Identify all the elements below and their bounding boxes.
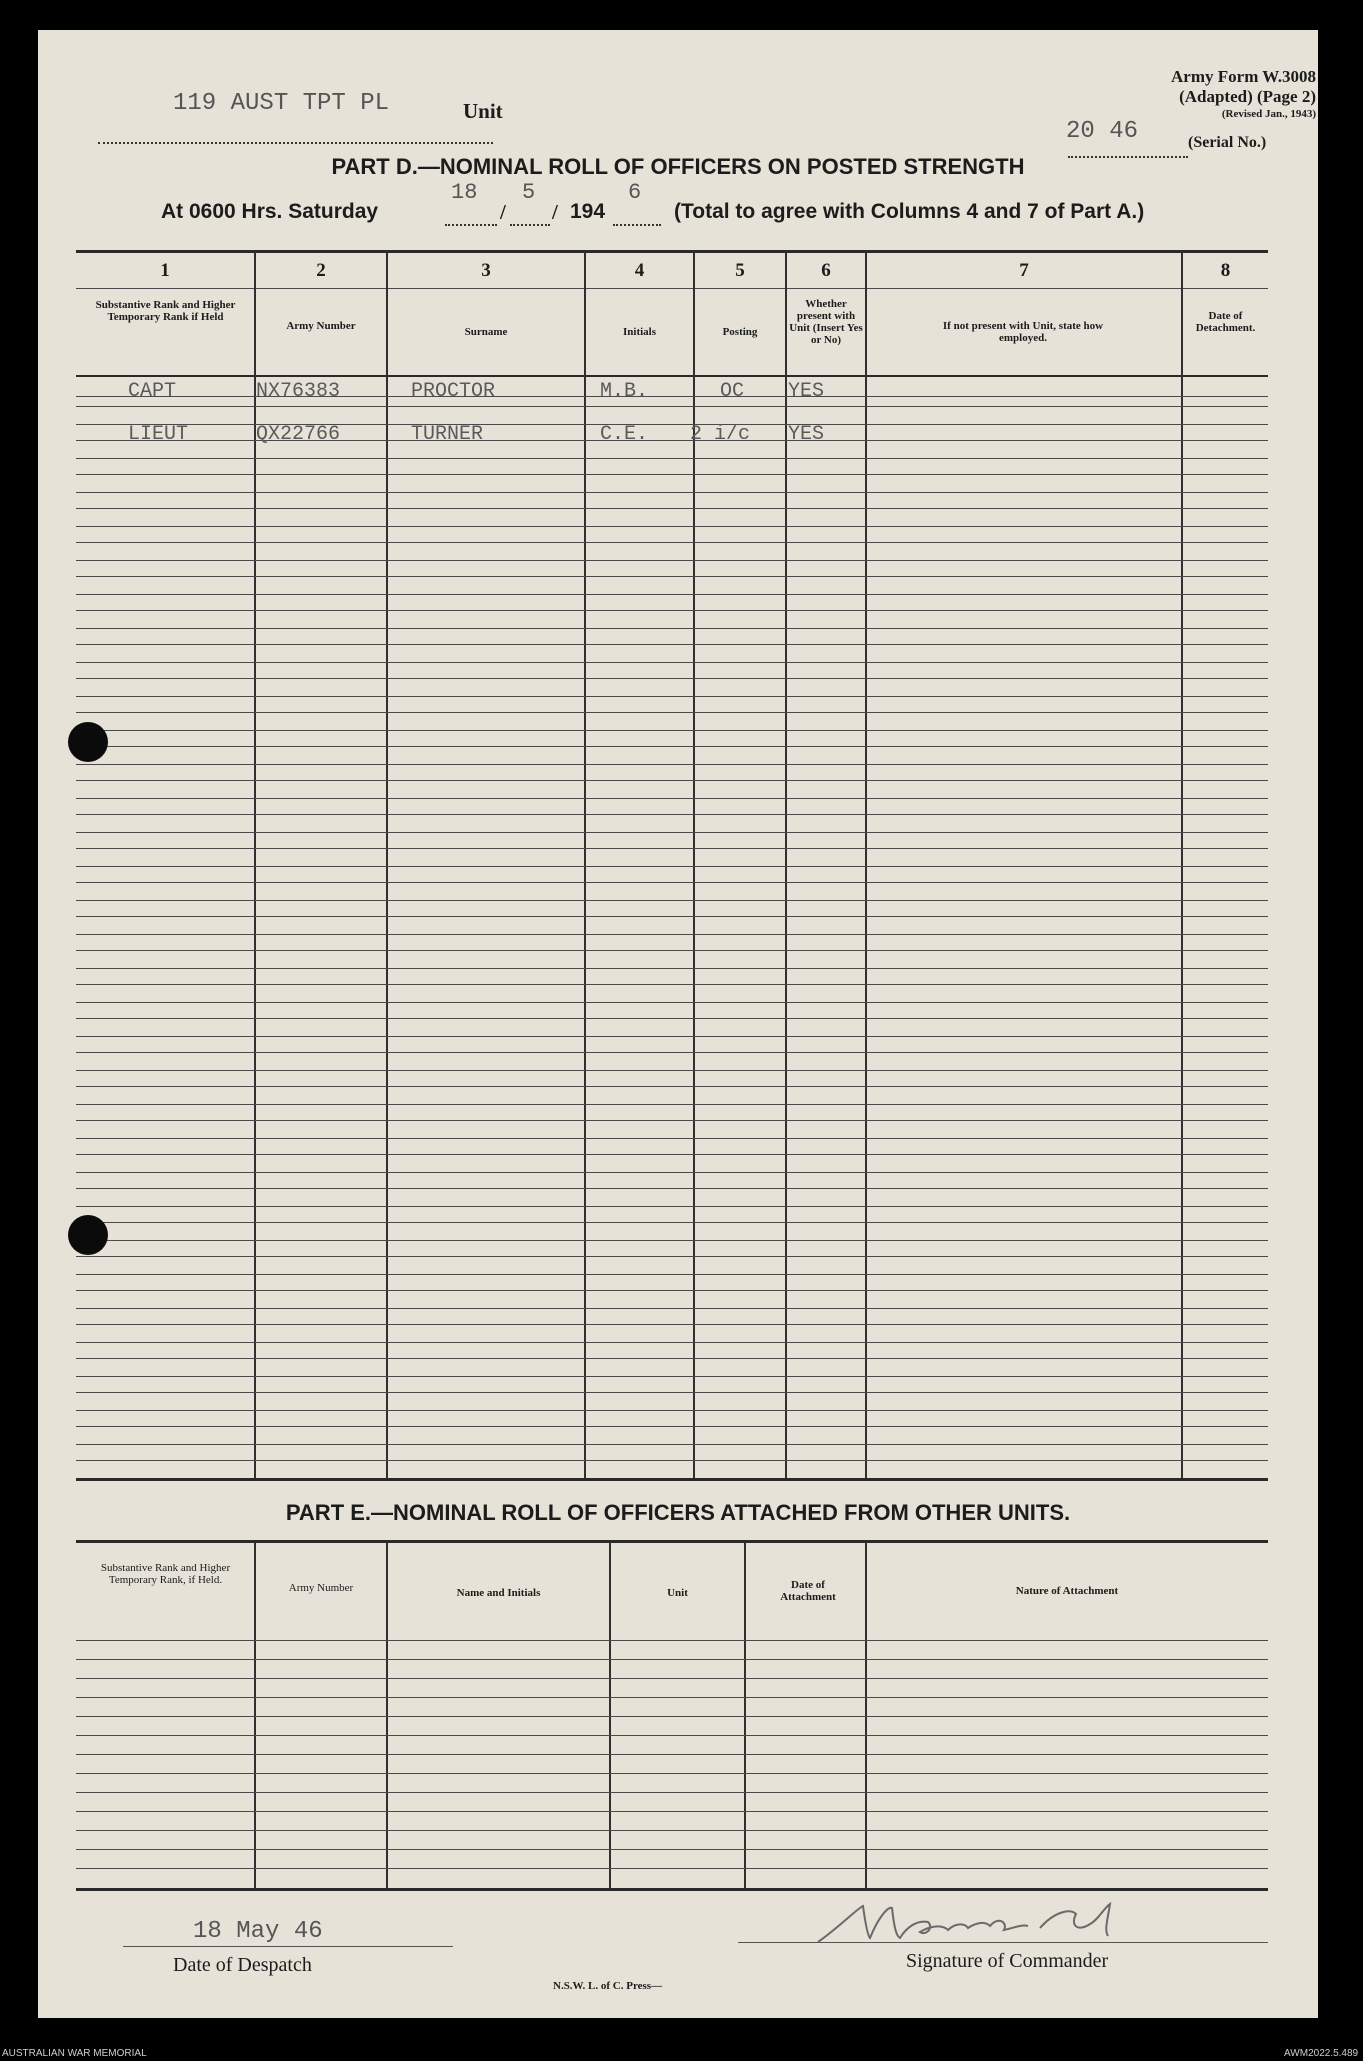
part-d-rule-line — [76, 730, 1268, 731]
part-d-rule-line — [76, 696, 1268, 697]
form-revised: (Revised Jan., 1943) — [1221, 108, 1316, 120]
col-number-1: 1 — [160, 260, 170, 281]
col-number-7: 7 — [1019, 260, 1029, 281]
part-d-rule-line — [76, 780, 1268, 781]
part-d-rule-line — [76, 662, 1268, 663]
part-d-rule-line — [76, 848, 1268, 849]
despatch-line — [123, 1946, 453, 1947]
part-d-rule-line — [76, 406, 1268, 407]
part-e-divider-4 — [744, 1542, 746, 1888]
part-d-rule-line — [76, 1392, 1268, 1393]
part-d-rule-line — [76, 424, 1268, 425]
part-e-header-army-number: Army Number — [288, 1582, 354, 1594]
part-d-rule-line — [76, 628, 1268, 629]
part-d-rule-line — [76, 916, 1268, 917]
part-d-rule-line — [76, 1410, 1268, 1411]
credit-right: AWM2022.5.489 — [1284, 2048, 1359, 2059]
part-d-rule-line — [76, 1376, 1268, 1377]
col-header-surname: Surname — [464, 326, 508, 338]
part-d-rule-line — [76, 492, 1268, 493]
part-d-rule-line — [76, 1138, 1268, 1139]
part-d-rule-line — [76, 1324, 1268, 1325]
row-1-surname: PROCTOR — [411, 380, 496, 403]
part-d-rule-line — [76, 746, 1268, 747]
part-e-rule-line — [76, 1697, 1268, 1698]
row-2-rank: LIEUT — [128, 423, 189, 446]
part-d-rule-line — [76, 1206, 1268, 1207]
col-number-2: 2 — [316, 260, 326, 281]
part-e-header-rank: Substantive Rank and Higher Temporary Rank, if Held. — [100, 1562, 231, 1586]
part-e-rule-line — [76, 1811, 1268, 1812]
part-d-rule-line — [76, 1342, 1268, 1343]
part-d-rule-line — [76, 1274, 1268, 1275]
part-d-rule-line — [76, 542, 1268, 543]
part-d-rule-line — [76, 832, 1268, 833]
row-1-army-number: NX76383 — [256, 380, 341, 403]
row-2-posting: 2 i/c — [690, 423, 751, 446]
date-day: 18 — [451, 180, 478, 205]
part-e-bottom-rule — [76, 1888, 1268, 1891]
part-d-rule-line — [76, 866, 1268, 867]
signature-label: Signature of Commander — [906, 1950, 1109, 1972]
row-1-posting: OC — [720, 380, 745, 403]
part-e-rule-line — [76, 1716, 1268, 1717]
at-time-label: At 0600 Hrs. Saturday — [161, 200, 379, 223]
part-e-header-name: Name and Initials — [456, 1587, 541, 1599]
part-d-rule-line — [76, 712, 1268, 713]
col-header-detachment: Date of Detachment. — [1195, 310, 1256, 334]
part-d-rule-line — [76, 934, 1268, 935]
part-e-rule-line — [76, 1754, 1268, 1755]
part-d-rule-line — [76, 440, 1268, 441]
part-e-rule-line — [76, 1659, 1268, 1660]
part-d-rule-line — [76, 1358, 1268, 1359]
part-d-rule-line — [76, 678, 1268, 679]
part-d-rule-line — [76, 1104, 1268, 1105]
part-e-rule-line — [76, 1830, 1268, 1831]
part-d-rule-line — [76, 594, 1268, 595]
row-2-surname: TURNER — [411, 423, 484, 446]
part-d-rule-line — [76, 1308, 1268, 1309]
part-d-rule-line — [76, 576, 1268, 577]
serial-value: 20 46 — [1066, 118, 1139, 145]
part-d-rule-line — [76, 560, 1268, 561]
part-e-header-date: Date of Attachment — [780, 1579, 836, 1603]
part-d-rule-line — [76, 798, 1268, 799]
total-note: (Total to agree with Columns 4 and 7 of Part A.) — [674, 200, 1145, 223]
part-d-rule-line — [76, 1002, 1268, 1003]
commander-signature — [808, 1898, 1148, 1950]
row-2-army-number: QX22766 — [256, 423, 341, 446]
part-d-divider-7 — [1181, 252, 1183, 1478]
date-slash-2: / — [552, 200, 558, 224]
press-line: N.S.W. L. of C. Press— — [553, 1980, 663, 1992]
part-d-divider-5 — [785, 252, 787, 1478]
part-d-rule-line — [76, 1426, 1268, 1427]
part-d-rule-line — [76, 396, 1268, 397]
col-header-present: Whether present with Unit (Insert Yes or No) — [789, 298, 863, 346]
part-d-rule-line — [76, 1018, 1268, 1019]
part-d-rule-line — [76, 984, 1268, 985]
part-d-rule-line — [76, 1290, 1268, 1291]
row-2-present: YES — [788, 423, 825, 446]
part-e-divider-1 — [254, 1542, 256, 1888]
row-1-rank: CAPT — [128, 380, 177, 403]
part-d-rule-line — [76, 1036, 1268, 1037]
part-d-divider-3 — [584, 252, 586, 1478]
part-d-rule-line — [76, 1222, 1268, 1223]
unit-label: Unit — [463, 99, 503, 123]
part-e-rule-line — [76, 1849, 1268, 1850]
date-day-line — [445, 216, 497, 226]
part-d-rule-line — [76, 814, 1268, 815]
part-e-title: PART E.—NOMINAL ROLL OF OFFICERS ATTACHED FROM OTHER UNITS. — [285, 1500, 1071, 1525]
part-d-rule-line — [76, 1120, 1268, 1121]
row-1-initials: M.B. — [600, 380, 649, 403]
col-number-5: 5 — [735, 260, 745, 281]
part-d-rule-line — [76, 950, 1268, 951]
date-month: 5 — [522, 180, 536, 205]
col-header-how-employed: If not present with Unit, state how employed. — [942, 320, 1104, 344]
part-d-bottom-rule — [76, 1478, 1268, 1481]
part-d-rule-line — [76, 458, 1268, 459]
form-id: Army Form W.3008 — [1171, 67, 1316, 86]
part-d-rule-line — [76, 1154, 1268, 1155]
col-number-6: 6 — [821, 260, 831, 281]
part-d-rule-line — [76, 1256, 1268, 1257]
part-d-rule-line — [76, 882, 1268, 883]
credit-left: AUSTRALIAN WAR MEMORIAL — [2, 2048, 147, 2059]
despatch-label: Date of Despatch — [173, 1954, 312, 1976]
col-number-4: 4 — [634, 260, 645, 281]
date-year-prefix: 194 — [570, 200, 606, 223]
part-e-rule-line — [76, 1678, 1268, 1679]
col-number-3: 3 — [481, 260, 491, 281]
form-sheet — [38, 30, 1318, 2018]
punch-hole-lower — [68, 1215, 108, 1255]
part-e-rule-line — [76, 1868, 1268, 1869]
part-d-title: PART D.—NOMINAL ROLL OF OFFICERS ON POSTED STRENGTH — [331, 154, 1025, 179]
row-1-present: YES — [788, 380, 825, 403]
part-e-rule-line — [76, 1735, 1268, 1736]
part-d-rule-line — [76, 644, 1268, 645]
part-d-rule-line — [76, 1240, 1268, 1241]
part-e-rule-line — [76, 1792, 1268, 1793]
part-d-rule-line — [76, 1444, 1268, 1445]
col-number-8: 8 — [1220, 260, 1231, 281]
col-header-initials: Initials — [622, 326, 656, 338]
part-d-divider-2 — [386, 252, 388, 1478]
col-header-rank: Substantive Rank and Higher Temporary Rank if Held — [95, 299, 236, 323]
punch-hole-upper — [68, 722, 108, 762]
part-d-rule-line — [76, 764, 1268, 765]
part-d-rule-line — [76, 526, 1268, 527]
serial-label: (Serial No.) — [1188, 134, 1267, 151]
part-d-rule-line — [76, 1460, 1268, 1461]
part-d-rule-line — [76, 968, 1268, 969]
part-d-rule-line — [76, 1086, 1268, 1087]
part-e-rule-line — [76, 1773, 1268, 1774]
date-month-line — [510, 216, 550, 226]
unit-value: 119 AUST TPT PL — [173, 90, 390, 117]
part-d-rule-line — [76, 474, 1268, 475]
col-header-posting: Posting — [722, 326, 758, 338]
part-d-rule-line — [76, 1188, 1268, 1189]
part-d-rule-line — [76, 1172, 1268, 1173]
despatch-value: 18 May 46 — [193, 1918, 323, 1945]
part-d-rule-line — [76, 508, 1268, 509]
part-d-divider-6 — [865, 252, 867, 1478]
part-d-rule-line — [76, 1070, 1268, 1071]
form-adapted: (Adapted) (Page 2) — [1179, 87, 1316, 106]
row-2-initials: C.E. — [600, 423, 649, 446]
date-year-line — [613, 216, 661, 226]
part-d-rule-line — [76, 1052, 1268, 1053]
part-e-header-nature: Nature of Attachment — [1015, 1585, 1119, 1597]
col-header-army-number: Army Number — [286, 320, 356, 332]
part-e-rule-line — [76, 1640, 1268, 1641]
date-year-digit: 6 — [628, 180, 642, 205]
part-e-header-unit: Unit — [667, 1587, 688, 1599]
part-d-rule-line — [76, 610, 1268, 611]
date-slash-1: / — [500, 200, 506, 224]
part-d-rule-line — [76, 900, 1268, 901]
